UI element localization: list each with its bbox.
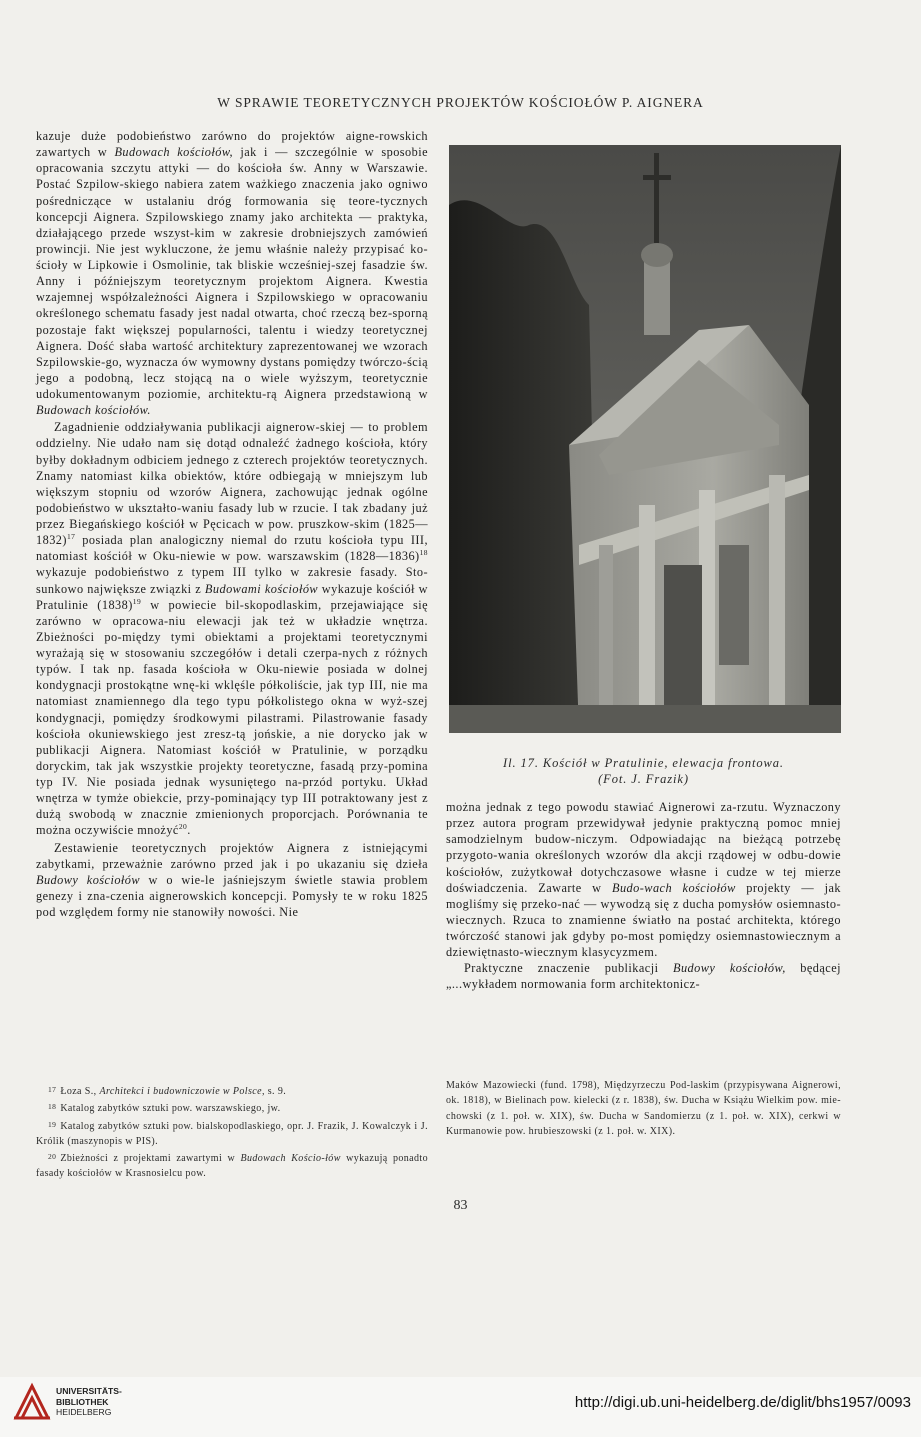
library-logo-icon	[12, 1382, 52, 1422]
footnote-ref: 17	[66, 532, 76, 542]
footnote-continuation: Maków Mazowiecki (fund. 1798), Międzyrzeczu Pod-laskim (przypisywana Aignerowi, ok. 1818), w Bielinach pow. kielecki (z r. 1838), św. Ducha w Książu Wielkim pow. mie-chowski (z 1. poł. w. XIX), św. Ducha w Sandomierzu (z 1. poł. w. XIX), cerkwi w Kurmanowie pow. hrubieszowski (z 1. poł. w. XIX).	[446, 1080, 841, 1137]
source-url-link[interactable]: http://digi.ub.uni-heidelberg.de/diglit/bhs1957/0093	[574, 1394, 911, 1411]
paragraph: Praktyczne znaczenie publikacji Budowy kościołów, będącej „...wykładem normowania form architektonicz-	[446, 961, 841, 992]
footnote-ref: 19	[132, 596, 142, 606]
paragraph: można jednak z tego powodu stawiać Aignerowi za-rzutu. Wyznaczony przez autora program przewidywał jedynie praktyczną pomoc mniej samodzielnym budow-niczym. Odpowiadając na bieżącą potrzebę przygoto-wania określonych wzorów dla akcji rządowej w odbu-dowie kościołów, zużytkował dotychczasowe własne i cudze w tej mierze doświadczenia. Zawarte w Budo-wach kościołów projekty — jak mogliśmy się przeko-nać — wywodzą się z ducha pomysłów osiemnasto-wiecznych. Rzuca to znamienne światło na postać architekta, którego twórczość stanowi jak gdyby po-most pomiędzy osiemnastowiecznym a dziewiętnasto-wiecznym klasycyzmem.	[446, 800, 841, 960]
running-head: W SPRAWIE TEORETYCZNYCH PROJEKTÓW KOŚCIOŁÓW P. AIGNERA	[217, 95, 704, 110]
footnote: $^{20}$ Zbieżności z projektami zawartymi w Budowach Kościo-łów wykazują ponadto fasady kościołów w Krasnosielcu pow.	[36, 1152, 428, 1180]
library-name: UNIVERSITÄTS- BIBLIOTHEK HEIDELBERG	[56, 1386, 122, 1417]
footnotes-right	[446, 1078, 841, 1139]
caption-line: Il. 17. Kościół w Pratulinie, elewacja frontowa.	[503, 756, 784, 770]
paragraph: kazuje duże podobieństwo zarówno do projektów aigne-rowskich zawartych w Budowach kościołów, jak i — szczególnie w sposobie opracowania szczytu attyki — do kościoła św. Anny w Warszawie. Postać Szpilow-skiego nabiera zatem ważkiego znaczenia jako ogniwo pośredniczące w ustalaniu dróg formowania się teore-tycznych koncepcji Aignera. Szpilowskiego znamy jako architekta — praktyka, działającego przede wszyst-kim w zakresie drobniejszych zamówień prowincji. Nie jest wykluczone, że jemu właśnie należy przypisać ko-ścioły w Lipkowie i Osmolinie, tak bliskie wcześniej-szej fasadzie św. Anny i późniejszym teoretycznym projektom Aignera. Kwestia wzajemnej współzależności Aignera i Szpilowskiego w opracowaniu określonego schematu fasady jest nadal otwarta, choć rzeczą bez-sporną pozostaje fakt większej popularności, talentu i wiedzy teoretycznej Aignera. Dość słaba wartość architektury zaprezentowanej we wzorach Szpilowskie-go, wyznacza ów wymowny dystans pomiędzy twórczo-ścią jego a podobną, lecz stojącą na o wiele wyższym, teoretycznie udokumentowanym poziomie, architektu-rą Aignera przedstawioną w Budowach kościołów.	[36, 129, 428, 418]
footnote-ref: 20	[178, 822, 188, 832]
footnote: $^{17}$ Łoza S., Architekci i budowniczowie w Polsce, s. 9.	[48, 1085, 287, 1097]
paragraph: Zagadnienie oddziaływania publikacji aignerow-skiej — to problem oddzielny. Nie udało nam się dotąd odnaleźć żadnego kościoła, który byłby dokładnym odbiciem jednego z czterech projektów teoretycznych. Znamy natomiast kilka obiektów, które odbiegają w mniejszym lub większym stopniu od wzorów Aignera, zachowując jednak ogólne podobieństwo w ukształto-waniu fasady lub w rzucie. I tak zbadany już przez Biegańskiego kościół w Pęcicach w pow. pruszkow-skim (1825—1832)$^{17}$ posiada plan analogiczny niemal do rzutu kościoła typu III, natomiast kościół w Oku-niewie w pow. warszawskim (1828—1836)$^{18}$ wykazuje podobieństwo z typem III tylko w zakresie fasady. Sto-sunkowo największe związki z Budowami kościołów wykazuje kościół w Pratulinie $(1838)^{19}$ w powiecie bil-skopodlaskim, przejawiające się zarówno w opracowa-niu elewacji jak też w układzie wnętrza. Zbieżności po-między tymi obiektami a projektami teoretycznymi wyrażają się w stosowaniu szczegółów i detali czerpa-nych z różnych typów. I tak np. fasada kościoła w Oku-niewie posiada w dolnej kondygnacji prostokątne wnę-ki wklęśle półkoliście, jak typ III, nie ma natomiast znamiennego dla tego typu półkolistego okna w wyż-szej kondygnacji, pomiędzy środkowymi pilastrami. Pilastrowanie fasady kościoła okuniewskiego jest zresz-tą jońskie, a nie dorycko jak w publikacji Aignera. Natomiast kościół w Pratulinie, w porządku doryckim, tak jak wszystkie projekty teoretyczne, fasadą przy-pomina typ IV. Nie posiada jednak wysuniętego na-przód portyku. Układ wnętrza w tymże obiekcie, przy-pominający typ III potraktowany jest z dużą swobodą w znacznie zmienionych proporcjach. Porównania te można oczywiście mnożyć$^{20}$.	[36, 420, 428, 838]
caption-credit: (Fot. J. Frazik)	[598, 771, 689, 786]
left-column	[36, 128, 428, 920]
page-number: 83	[453, 1198, 468, 1213]
figure-caption	[446, 756, 841, 787]
footnote: $^{19}$ Katalog zabytków sztuki pow. bialskopodlaskiego, opr. J. Frazik, J. Kowalczyk i J. Królik (maszynopis w PIS).	[36, 1119, 428, 1147]
footnotes-left	[36, 1082, 428, 1182]
footnote-ref: 18	[419, 548, 428, 558]
paragraph: Zestawienie teoretycznych projektów Aignera z istniejącymi zabytkami, przeważnie zarówno przed jak i po ukazaniu się dzieła Budowy kościołów w o wie-le jaśniejszym świetle stawia problem genezy i zna-czenia aignerowskich koncepcji. Pomysły te w roku 1825 pod względem formy nie stanowiły nowości. Nie	[36, 840, 428, 919]
church-photo	[449, 145, 841, 733]
footnote: $^{18}$ Katalog zabytków sztuki pow. warszawskiego, jw.	[48, 1102, 281, 1115]
right-column	[446, 799, 841, 993]
